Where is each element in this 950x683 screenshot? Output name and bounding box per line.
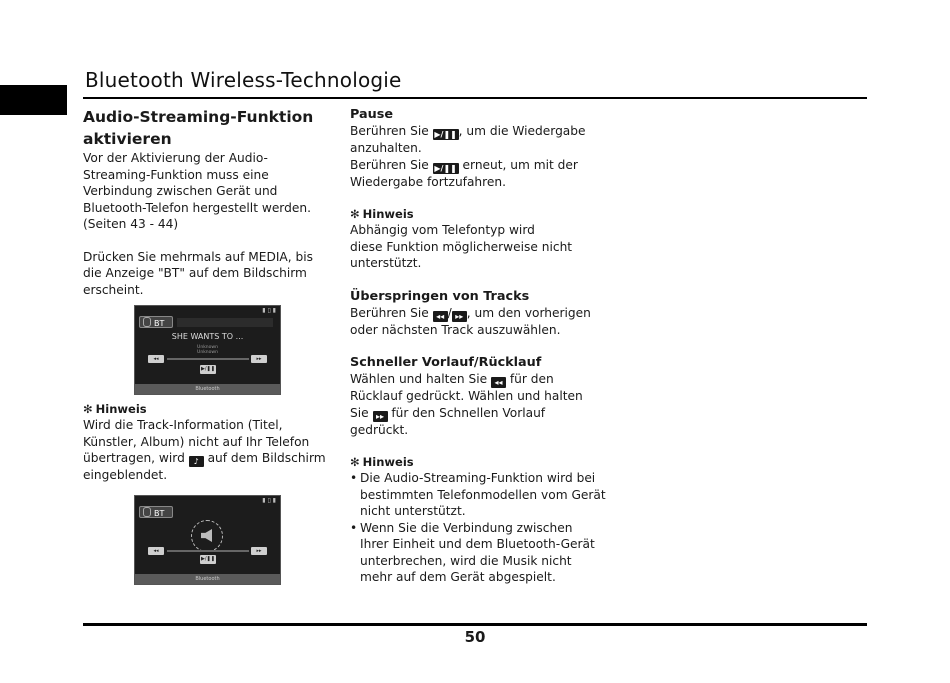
hint-heading bbox=[83, 401, 333, 417]
hint-line: übertragen, wird bbox=[83, 451, 185, 465]
bullet-line: Die Audio-Streaming-Funktion wird bei bbox=[360, 471, 596, 485]
ff-line: Wählen und halten Sie bbox=[350, 372, 488, 386]
skip-paragraph bbox=[350, 305, 610, 339]
ff-line: für den bbox=[509, 372, 554, 386]
hint-line: Künstler, Album) nicht auf Ihr Telefon bbox=[83, 434, 310, 449]
section-tab-marker bbox=[0, 85, 67, 115]
hint-line: eingeblendet. bbox=[83, 468, 168, 482]
hint-title: Hinweis bbox=[95, 402, 147, 416]
section-heading-line2: aktivieren bbox=[83, 130, 172, 148]
progress-track bbox=[167, 358, 249, 360]
hint-paragraph bbox=[350, 222, 610, 272]
prev-track-button[interactable]: ◂◂ bbox=[148, 355, 164, 363]
status-icons: ▮ ▯ ▮ bbox=[262, 497, 276, 504]
hint-line: auf dem Bildschirm bbox=[207, 451, 326, 465]
speaker-icon: ♪ bbox=[189, 456, 204, 467]
device-screenshot-no-info bbox=[134, 495, 281, 585]
artist-text: Unknown bbox=[197, 345, 218, 350]
section-heading bbox=[83, 106, 333, 150]
pause-paragraph bbox=[350, 123, 610, 190]
play-pause-icon: ▶/❚❚ bbox=[434, 163, 457, 173]
play-pause-button[interactable]: ▶/❚❚ bbox=[201, 366, 215, 372]
pause-line: , um die Wiedergabe bbox=[458, 124, 586, 138]
hint-star-icon: ✻ bbox=[350, 455, 360, 469]
left-hint bbox=[83, 401, 333, 484]
slash-text: / bbox=[447, 305, 452, 320]
press-media-paragraph bbox=[83, 249, 333, 299]
pause-heading: Pause bbox=[350, 107, 394, 122]
footer-rule bbox=[83, 623, 867, 626]
next-track-button[interactable]: ▸▸ bbox=[251, 355, 267, 363]
hint-title: Hinweis bbox=[362, 455, 414, 469]
bluetooth-icon bbox=[143, 507, 151, 517]
hint-bullet bbox=[350, 470, 610, 520]
press-line: erscheint. bbox=[83, 282, 144, 297]
hint-line: unterstützt. bbox=[350, 256, 422, 270]
hint-line: diese Funktion möglicherweise nicht bbox=[350, 239, 573, 254]
device-screenshot-track-info bbox=[134, 305, 281, 395]
spacer bbox=[350, 438, 610, 454]
press-line: die Anzeige "BT" auf dem Bildschirm bbox=[83, 266, 307, 280]
intro-line: Bluetooth-Telefon hergestellt werden. bbox=[83, 200, 311, 215]
hint-star-icon: ✻ bbox=[83, 402, 93, 416]
bullet-line: unterbrechen, wird die Musik nicht bbox=[360, 553, 572, 568]
pause-line: Berühren Sie bbox=[350, 124, 429, 138]
ff-line: gedrückt. bbox=[350, 422, 409, 437]
page-number: 50 bbox=[464, 628, 486, 646]
section-heading-line1: Audio-Streaming-Funktion bbox=[83, 108, 314, 126]
status-icons: ▮ ▯ ▮ bbox=[262, 307, 276, 314]
page-title: Bluetooth Wireless-Technologie bbox=[85, 68, 402, 92]
bullet-line: bestimmten Telefonmodellen vom Gerät bbox=[360, 487, 606, 502]
speaker-icon bbox=[191, 520, 223, 552]
skip-heading: Überspringen von Tracks bbox=[350, 288, 530, 304]
hint-heading bbox=[350, 206, 610, 222]
play-pause-icon: ▶/❚❚ bbox=[434, 130, 457, 139]
play-pause-button[interactable]: ▶/❚❚ bbox=[201, 556, 215, 562]
pause-line: Berühren Sie bbox=[350, 157, 429, 172]
next-track-button[interactable]: ▸▸ bbox=[251, 547, 267, 555]
spacer bbox=[350, 190, 610, 206]
bt-label: BT bbox=[154, 319, 165, 328]
right-column bbox=[350, 106, 610, 586]
skip-line: Berühren Sie bbox=[350, 305, 429, 320]
bt-source-badge bbox=[139, 506, 173, 518]
ff-heading: Schneller Vorlauf/Rücklauf bbox=[350, 355, 542, 370]
press-line: Drücken Sie mehrmals auf MEDIA, bis bbox=[83, 249, 313, 264]
progress-track bbox=[167, 550, 249, 552]
screen-footer: Bluetooth bbox=[135, 384, 280, 394]
intro-line: Streaming-Funktion muss eine bbox=[83, 167, 269, 182]
pause-line: Wiedergabe fortzufahren. bbox=[350, 174, 506, 189]
skip-line: oder nächsten Track auszuwählen. bbox=[350, 322, 561, 337]
left-column bbox=[83, 106, 333, 298]
bt-label: BT bbox=[154, 509, 165, 518]
title-bar bbox=[177, 318, 273, 327]
intro-line: (Seiten 43 - 44) bbox=[83, 217, 179, 231]
album-text: Unknown bbox=[197, 350, 218, 355]
ff-line: für den Schnellen Vorlauf bbox=[391, 405, 546, 420]
hint-star-icon: ✻ bbox=[350, 207, 360, 221]
bullet-line: Ihrer Einheit und dem Bluetooth-Gerät bbox=[360, 537, 595, 551]
song-title: SHE WANTS TO ... bbox=[171, 332, 244, 341]
pause-line: anzuhalten. bbox=[350, 141, 422, 155]
next-track-icon: ▸▸ bbox=[452, 311, 467, 322]
fast-forward-icon: ▸▸ bbox=[373, 411, 388, 422]
bluetooth-icon bbox=[143, 317, 151, 327]
ff-paragraph bbox=[350, 371, 610, 438]
rewind-icon: ◂◂ bbox=[491, 377, 506, 388]
pause-line: erneut, um mit der bbox=[462, 157, 578, 172]
intro-line: Vor der Aktivierung der Audio- bbox=[83, 151, 268, 165]
intro-line: Verbindung zwischen Gerät und bbox=[83, 184, 278, 198]
screen-footer: Bluetooth bbox=[135, 574, 280, 584]
hint-title: Hinweis bbox=[362, 207, 414, 221]
spacer bbox=[350, 272, 610, 288]
spacer bbox=[350, 338, 610, 354]
skip-line: , um den vorherigen bbox=[466, 305, 591, 320]
prev-track-button[interactable]: ◂◂ bbox=[148, 547, 164, 555]
bullet-line: Wenn Sie die Verbindung zwischen bbox=[360, 520, 573, 535]
intro-paragraph bbox=[83, 150, 333, 233]
prev-track-icon: ◂◂ bbox=[433, 311, 448, 322]
hint-line: Abhängig vom Telefontyp wird bbox=[350, 223, 535, 237]
hint-bullet bbox=[350, 520, 610, 586]
hint-heading bbox=[350, 454, 610, 470]
hint-paragraph bbox=[83, 417, 333, 484]
ff-line: Rücklauf gedrückt. Wählen und halten bbox=[350, 389, 583, 403]
header-rule bbox=[83, 97, 867, 99]
spacer bbox=[83, 233, 333, 249]
bullet-line: mehr auf dem Gerät abgespielt. bbox=[360, 570, 556, 584]
hint-line: Wird die Track-Information (Titel, bbox=[83, 418, 283, 432]
bullet-line: nicht unterstützt. bbox=[360, 504, 466, 518]
ff-line: Sie bbox=[350, 405, 369, 420]
bt-source-badge bbox=[139, 316, 173, 328]
